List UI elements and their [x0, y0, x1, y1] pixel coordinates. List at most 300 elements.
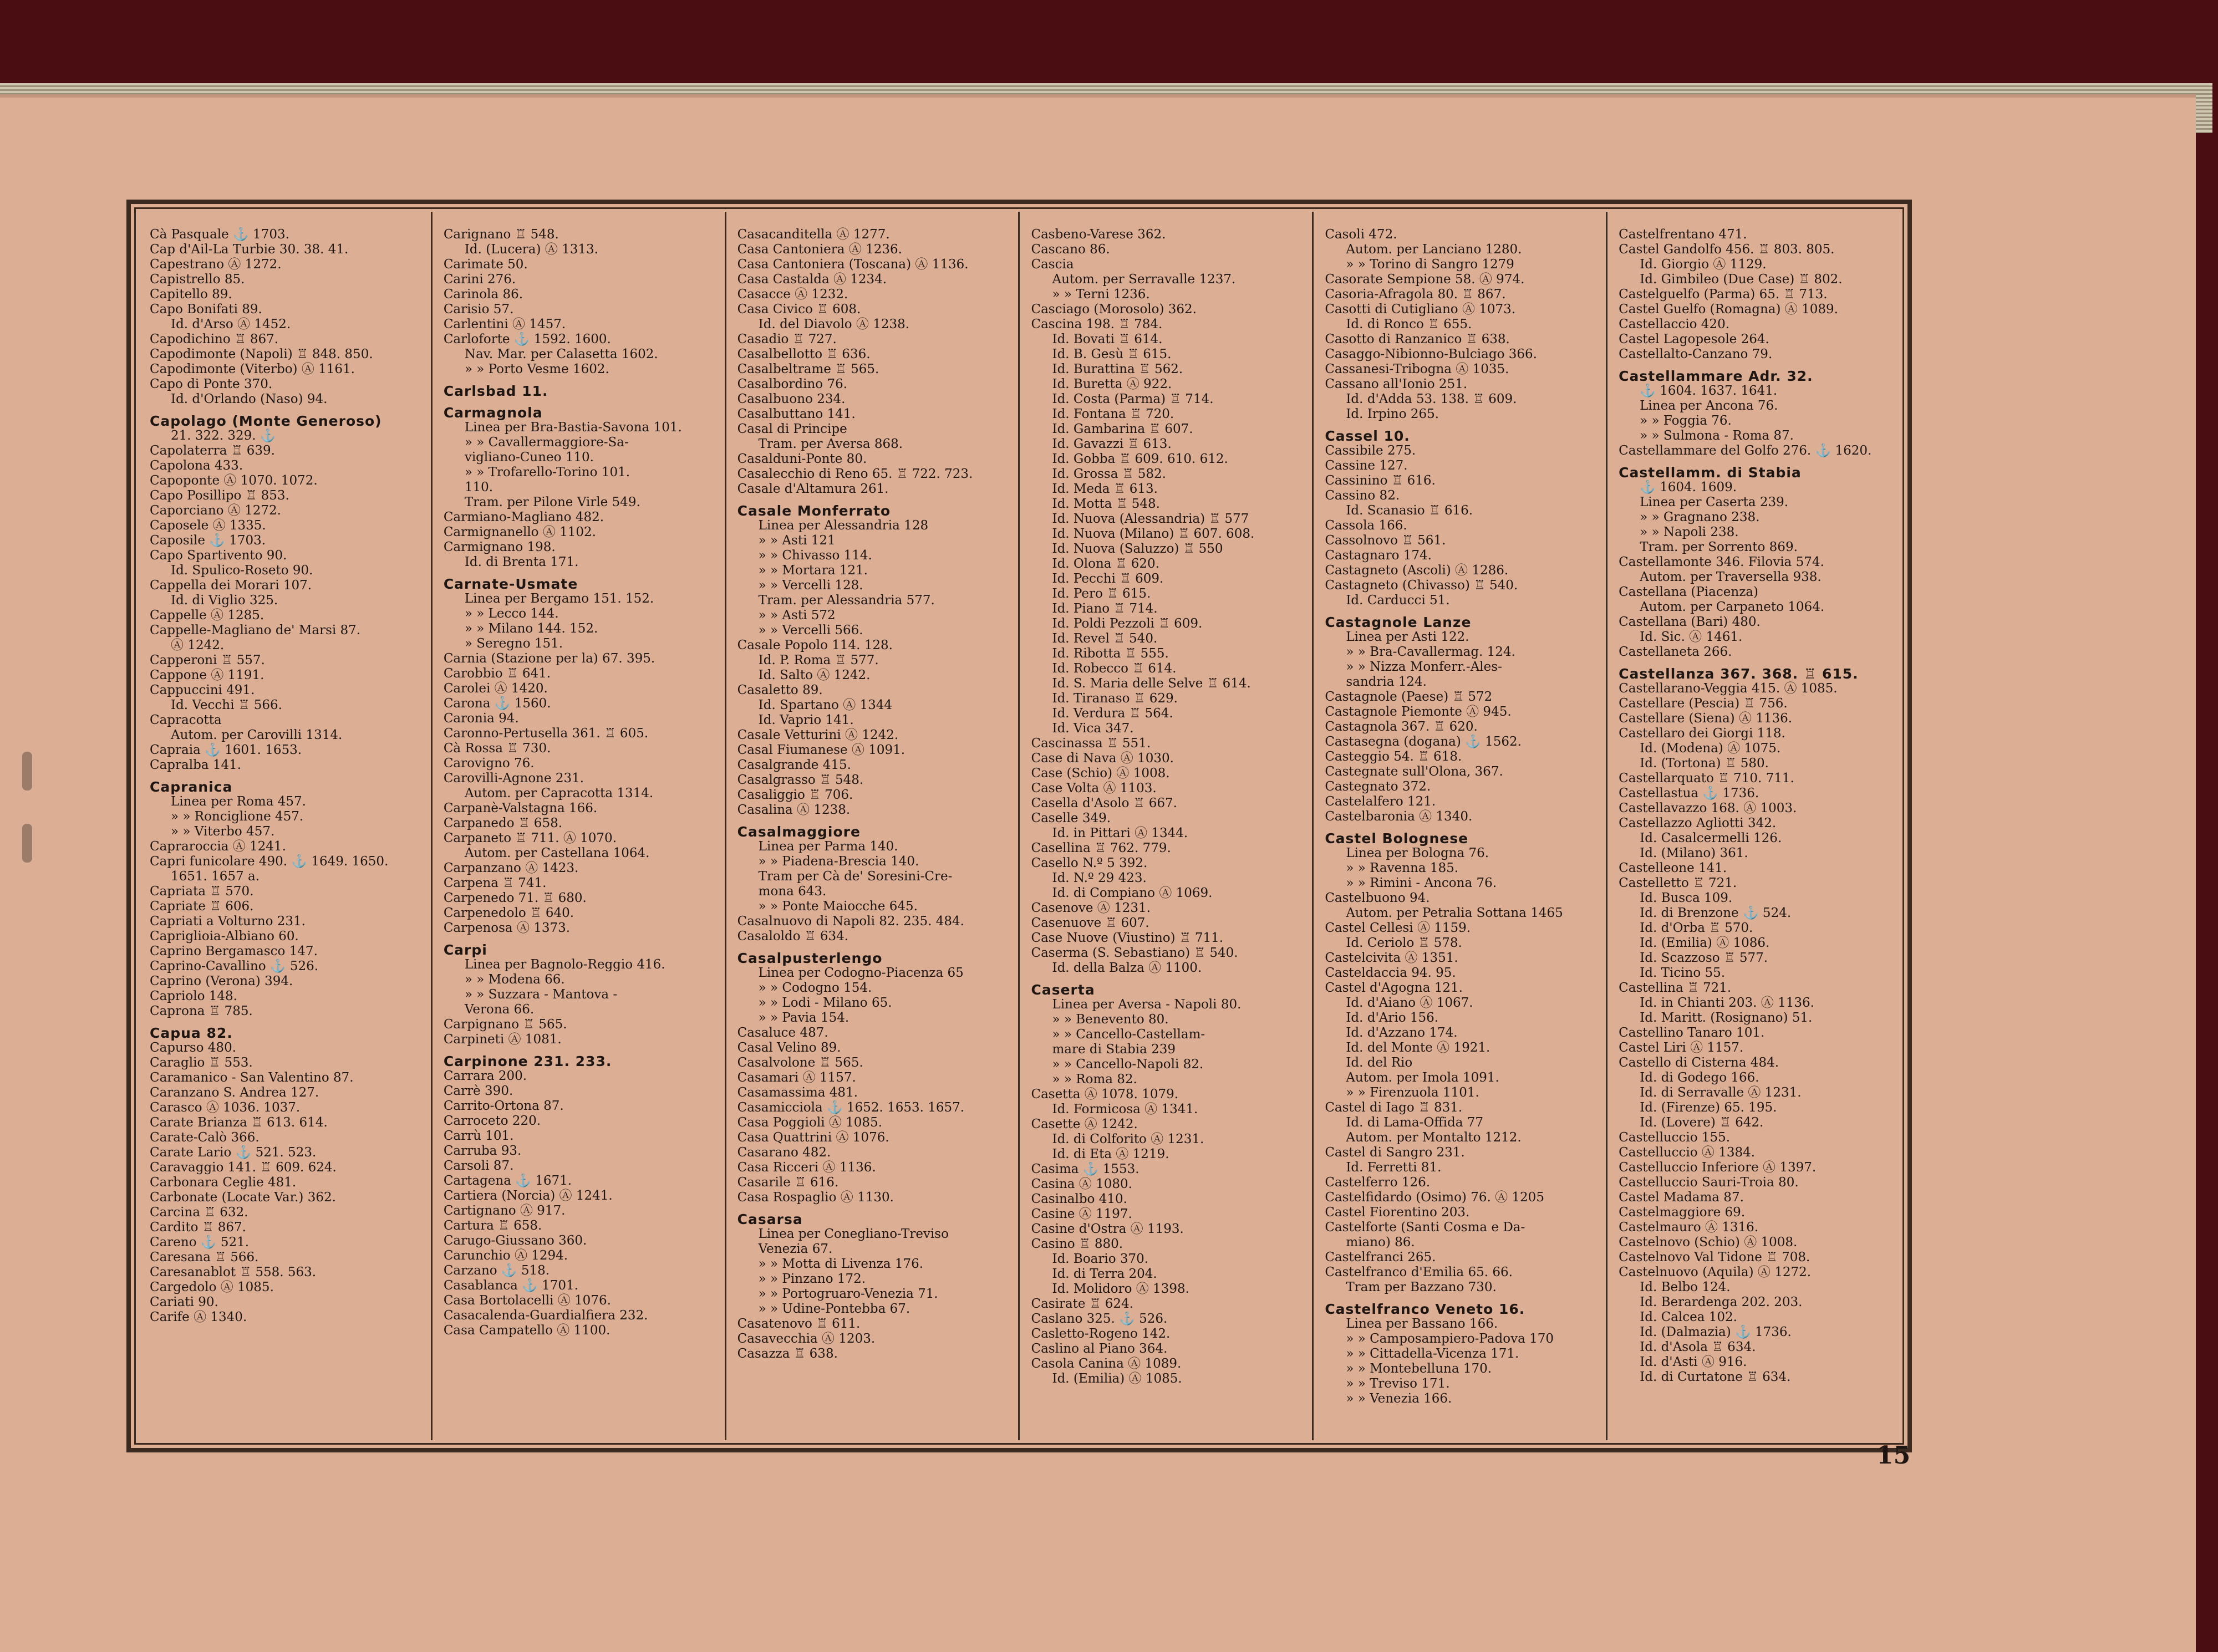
index-entry: Id. Boario 370. — [1052, 1252, 1149, 1266]
index-entry: » » Udine-Pontebba 67. — [758, 1302, 910, 1316]
index-entry: Castelfranco d'Emilia 65. 66. — [1325, 1265, 1513, 1279]
index-entry: Castelferro 126. — [1325, 1175, 1431, 1190]
index-entry: Carona ⚓ 1560. — [443, 696, 551, 711]
index-entry: Id. di Brenzone ⚓ 524. — [1640, 906, 1792, 920]
index-entry: » » Cancello-Napoli 82. — [1052, 1057, 1204, 1072]
index-entry: » » Cittadella-Vicenza 171. — [1346, 1347, 1519, 1361]
index-entry: Capriolo 148. — [150, 989, 237, 1003]
index-entry: Capracotta — [150, 713, 222, 727]
index-entry: Capodichino ♖ 867. — [150, 332, 279, 346]
index-entry: » » Vercelli 128. — [758, 578, 863, 593]
index-entry: Casalbellotto ♖ 636. — [737, 347, 871, 361]
index-entry: Casima ⚓ 1553. — [1031, 1162, 1139, 1176]
index-entry: Capperoni ♖ 557. — [150, 653, 265, 667]
index-entry: Id. Motta ♖ 548. — [1052, 497, 1160, 511]
index-entry: Castagneto (Ascoli) Ⓐ 1286. — [1325, 563, 1509, 578]
index-entry: Casablanca ⚓ 1701. — [443, 1278, 578, 1293]
index-entry: Id. Carducci 51. — [1346, 593, 1450, 608]
index-entry: mare di Stabia 239 — [1052, 1042, 1176, 1057]
index-entry: Id. Molidoro Ⓐ 1398. — [1052, 1282, 1189, 1296]
index-entry: Id. Busca 109. — [1640, 891, 1733, 905]
index-entry: Castellare (Siena) Ⓐ 1136. — [1619, 711, 1793, 726]
index-entry: Cà Rossa ♖ 730. — [443, 741, 551, 756]
index-entry: Capriata ♖ 570. — [150, 884, 254, 899]
index-entry: Id. (Dalmazia) ⚓ 1736. — [1640, 1325, 1792, 1339]
index-entry: Id. del Diavolo Ⓐ 1238. — [758, 317, 910, 332]
index-entry: Caprino Bergamasco 147. — [150, 944, 318, 958]
binding-hole — [22, 752, 32, 791]
index-entry: » » Viterbo 457. — [171, 824, 275, 839]
index-entry: Tram. per Sorrento 869. — [1640, 540, 1798, 554]
index-entry: Id. di Compiano Ⓐ 1069. — [1052, 886, 1213, 900]
index-entry: Castellavazzo 168. Ⓐ 1003. — [1619, 801, 1797, 815]
index-entry: Casale d'Altamura 261. — [737, 482, 889, 496]
index-entry: Casaluce 487. — [737, 1026, 828, 1040]
index-entry: Carisio 57. — [443, 302, 514, 317]
index-entry: Cassanesi-Tribogna Ⓐ 1035. — [1325, 362, 1509, 376]
index-entry: » » Asti 572 — [758, 608, 836, 623]
index-entry: Cassola 166. — [1325, 518, 1407, 533]
index-entry: Castelguelfo (Parma) 65. ♖ 713. — [1619, 287, 1828, 302]
index-entry: Castel Guelfo (Romagna) Ⓐ 1089. — [1619, 302, 1838, 317]
index-entry: Castelnovo (Schio) Ⓐ 1008. — [1619, 1235, 1798, 1250]
index-entry: Capo di Ponte 370. — [150, 377, 273, 391]
index-entry: » » Asti 121 — [758, 533, 836, 548]
index-entry: Id. Sic. Ⓐ 1461. — [1640, 630, 1743, 644]
index-entry: Id. (Lovere) ♖ 642. — [1640, 1115, 1764, 1130]
index-entry: Cardito ♖ 867. — [150, 1220, 246, 1235]
index-entry: Case (Schio) Ⓐ 1008. — [1031, 766, 1170, 781]
index-entry: » » Venezia 166. — [1346, 1391, 1452, 1406]
index-entry: Carignano ♖ 548. — [443, 227, 559, 242]
index-entry: Casalgrasso ♖ 548. — [737, 773, 864, 787]
index-heading: Caserta — [1031, 982, 1095, 997]
index-heading: Casarsa — [737, 1212, 803, 1227]
index-entry: Id. Ceriolo ♖ 578. — [1346, 936, 1462, 950]
index-entry: Castel d'Agogna 121. — [1325, 981, 1463, 995]
index-heading: Capolago (Monte Generoso) — [150, 414, 382, 429]
index-entry: Autom. per Carovilli 1314. — [171, 728, 343, 742]
index-entry: Castelfrentano 471. — [1619, 227, 1747, 242]
index-entry: » » Foggia 76. — [1640, 414, 1732, 428]
index-entry: Caposele Ⓐ 1335. — [150, 518, 266, 533]
index-entry: Id. Gimbileo (Due Case) ♖ 802. — [1640, 272, 1843, 287]
index-entry: Cap d'Ail-La Turbie 30. 38. 41. — [150, 242, 349, 257]
index-entry: Autom. per Traversella 938. — [1640, 570, 1822, 584]
index-entry: Carini 276. — [443, 272, 516, 287]
index-entry: Caramanico - San Valentino 87. — [150, 1070, 354, 1085]
index-entry: mona 643. — [758, 884, 827, 899]
index-entry: Casaliggio ♖ 706. — [737, 788, 853, 802]
index-entry: Cassinino ♖ 616. — [1325, 473, 1436, 488]
index-entry: Carsoli 87. — [443, 1159, 514, 1173]
index-entry: Casirate ♖ 624. — [1031, 1297, 1133, 1311]
index-entry: Id. Olona ♖ 620. — [1052, 557, 1159, 571]
index-entry: Id. Piano ♖ 714. — [1052, 601, 1158, 616]
index-entry: Carnia (Stazione per la) 67. 395. — [443, 651, 655, 666]
index-entry: Castelluccio Inferiore Ⓐ 1397. — [1619, 1160, 1817, 1175]
index-entry: » » Lodi - Milano 65. — [758, 996, 892, 1010]
index-entry: Autom. per Castellana 1064. — [464, 846, 650, 860]
index-entry: Id. d'Adda 53. 138. ♖ 609. — [1346, 392, 1517, 406]
index-entry: Id. Pero ♖ 615. — [1052, 587, 1151, 601]
index-entry: Cartagena ⚓ 1671. — [443, 1174, 572, 1188]
index-entry: Capriati a Volturno 231. — [150, 914, 306, 929]
index-entry: Id. della Balza Ⓐ 1100. — [1052, 961, 1202, 975]
index-entry: Case Nuove (Viustino) ♖ 711. — [1031, 931, 1224, 945]
index-entry: Id. di Brenta 171. — [464, 555, 579, 569]
index-entry: Castelluccio 155. — [1619, 1130, 1731, 1145]
index-entry: Caporciano Ⓐ 1272. — [150, 503, 281, 518]
index-entry: Castel Cellesi Ⓐ 1159. — [1325, 921, 1471, 935]
index-entry: Carbonate (Locate Var.) 362. — [150, 1190, 336, 1205]
index-entry: Id. Casalcermelli 126. — [1640, 831, 1782, 845]
index-entry: Casa Rospaglio Ⓐ 1130. — [737, 1190, 894, 1205]
index-entry: 1651. 1657 a. — [171, 869, 260, 884]
index-entry: » » Torino di Sangro 1279 — [1346, 257, 1514, 272]
index-entry: Capriglioia-Albiano 60. — [150, 929, 299, 944]
index-entry: Castellaccio 420. — [1619, 317, 1730, 332]
index-entry: » » Camposampiero-Padova 170 — [1346, 1332, 1554, 1346]
index-entry: Castegnate sull'Olona, 367. — [1325, 764, 1503, 779]
index-entry: Id. P. Roma ♖ 577. — [758, 653, 879, 667]
index-entry: Castelnuovo (Aquila) Ⓐ 1272. — [1619, 1265, 1812, 1279]
index-entry: Autom. per Carpaneto 1064. — [1640, 600, 1825, 614]
index-entry: Capraia ⚓ 1601. 1653. — [150, 743, 302, 757]
index-entry: Castellana (Piacenza) — [1619, 585, 1758, 599]
index-entry: Id. Revel ♖ 540. — [1052, 631, 1158, 646]
index-entry: Carpenosa Ⓐ 1373. — [443, 921, 571, 935]
index-entry: Castagnaro 174. — [1325, 548, 1432, 563]
index-entry: Carlentini Ⓐ 1457. — [443, 317, 566, 332]
index-entry: Autom. per Lanciano 1280. — [1346, 242, 1522, 257]
index-entry: Id. d'Orlando (Naso) 94. — [171, 392, 328, 406]
index-entry: Id. di Ronco ♖ 655. — [1346, 317, 1472, 332]
index-entry: Castagnole (Paese) ♖ 572 — [1325, 690, 1493, 704]
index-entry: Capraroccia Ⓐ 1241. — [150, 839, 286, 854]
index-entry: Autom. per Serravalle 1237. — [1052, 272, 1236, 287]
index-entry: Id. Ticino 55. — [1640, 966, 1726, 980]
index-entry: Casalbordino 76. — [737, 377, 848, 391]
index-entry: Caresana ♖ 566. — [150, 1250, 259, 1265]
index-entry: Autom. per Petralia Sottana 1465 — [1346, 906, 1563, 920]
index-entry: Cartiera (Norcia) Ⓐ 1241. — [443, 1189, 613, 1203]
index-heading: Castelfranco Veneto 16. — [1325, 1302, 1525, 1317]
index-entry: vigliano-Cuneo 110. — [464, 450, 594, 465]
index-entry: Casamari Ⓐ 1157. — [737, 1070, 856, 1085]
index-entry: Tram per Cà de' Soresini-Cre- — [758, 869, 953, 884]
index-entry: Id. Calcea 102. — [1640, 1310, 1737, 1324]
index-entry: Id. Berardenga 202. 203. — [1640, 1295, 1803, 1309]
index-entry: Casavecchia Ⓐ 1203. — [737, 1332, 876, 1346]
index-entry: » » Cavallermaggiore-Sa- — [464, 435, 629, 450]
index-entry: Carate Brianza ♖ 613. 614. — [150, 1115, 328, 1130]
index-entry: Carruba 93. — [443, 1144, 522, 1158]
index-entry: Casella d'Asolo ♖ 667. — [1031, 796, 1177, 810]
index-entry: Id. Robecco ♖ 614. — [1052, 661, 1177, 676]
index-entry: Casorate Sempione 58. Ⓐ 974. — [1325, 272, 1525, 287]
index-entry: Id. Vica 347. — [1052, 721, 1134, 736]
index-entry: Castel Madama 87. — [1619, 1190, 1744, 1205]
index-entry: Casotti di Cutigliano Ⓐ 1073. — [1325, 302, 1516, 317]
index-entry: » » Porto Vesme 1602. — [464, 362, 609, 376]
index-entry: ⚓ 1604. 1637. 1641. — [1640, 384, 1778, 398]
index-entry: Castellamonte 346. Filovia 574. — [1619, 555, 1824, 569]
index-entry: Id. Ferretti 81. — [1346, 1160, 1442, 1175]
index-entry: Id. Verdura ♖ 564. — [1052, 706, 1173, 721]
index-entry: Caposile ⚓ 1703. — [150, 533, 266, 548]
index-entry: Caslino al Piano 364. — [1031, 1342, 1168, 1356]
index-entry: Castel di Sangro 231. — [1325, 1145, 1465, 1160]
page-number: 15 — [1876, 1441, 1911, 1470]
index-entry: » » Roma 82. — [1052, 1072, 1137, 1087]
index-entry: Carinola 86. — [443, 287, 523, 302]
index-entry: Id. d'Arso Ⓐ 1452. — [171, 317, 291, 332]
index-entry: Carimate 50. — [443, 257, 528, 272]
index-entry: Castel di Iago ♖ 831. — [1325, 1100, 1463, 1115]
index-entry: Linea per Aversa - Napoli 80. — [1052, 997, 1242, 1012]
index-entry: Id. Buretta Ⓐ 922. — [1052, 377, 1172, 391]
index-entry: Capestrano Ⓐ 1272. — [150, 257, 282, 272]
index-entry: Id. (Emilia) Ⓐ 1086. — [1640, 936, 1770, 950]
index-entry: Casalnuovo di Napoli 82. 235. 484. — [737, 914, 964, 929]
index-entry: Autom. per Montalto 1212. — [1346, 1130, 1522, 1145]
index-entry: Cappone Ⓐ 1191. — [150, 668, 264, 682]
index-entry: Capolona 433. — [150, 458, 243, 473]
index-entry: Castelmaggiore 69. — [1619, 1205, 1746, 1220]
index-entry: Carloforte ⚓ 1592. 1600. — [443, 332, 611, 346]
index-entry: Castelletto ♖ 721. — [1619, 876, 1737, 890]
index-entry: Id. (Lucera) Ⓐ 1313. — [464, 242, 598, 257]
index-entry: » » Ronciglione 457. — [171, 809, 304, 824]
index-entry: Casal Fiumanese Ⓐ 1091. — [737, 743, 905, 757]
index-entry: ⚓ 1604. 1609. — [1640, 480, 1737, 494]
index-entry: Casalduni-Ponte 80. — [737, 452, 867, 466]
index-heading: Capranica — [150, 779, 233, 794]
index-entry: Casal di Principe — [737, 422, 847, 436]
index-entry: Id. Burattina ♖ 562. — [1052, 362, 1183, 376]
index-entry: Tram. per Pilone Virle 549. — [464, 495, 640, 509]
index-entry: Castello di Cisterna 484. — [1619, 1056, 1779, 1070]
index-entry: Carrù 101. — [443, 1129, 514, 1143]
index-entry: Cassino 82. — [1325, 488, 1400, 503]
index-entry: Carate-Calò 366. — [150, 1130, 260, 1145]
index-entry: Cappuccini 491. — [150, 683, 255, 697]
index-entry: Casalecchio di Reno 65. ♖ 722. 723. — [737, 467, 973, 481]
index-entry: Id. Gobba ♖ 609. 610. 612. — [1052, 452, 1228, 466]
index-heading: Castagnole Lanze — [1325, 615, 1472, 630]
index-entry: Caprona ♖ 785. — [150, 1004, 253, 1018]
index-entry: Casale Vetturini Ⓐ 1242. — [737, 728, 899, 742]
index-entry: Casa Campatello Ⓐ 1100. — [443, 1323, 611, 1338]
index-heading: Cassel 10. — [1325, 429, 1410, 443]
index-entry: Id. Tiranaso ♖ 629. — [1052, 691, 1178, 706]
index-entry: Casamassima 481. — [737, 1085, 858, 1100]
index-entry: Casazza ♖ 638. — [737, 1347, 838, 1361]
index-entry: Linea per Parma 140. — [758, 839, 898, 854]
index-entry: Casino ♖ 880. — [1031, 1237, 1123, 1251]
index-entry: Id. Meda ♖ 613. — [1052, 482, 1158, 496]
index-entry: Capo Spartivento 90. — [150, 548, 287, 563]
index-entry: Id. d'Azzano 174. — [1346, 1026, 1458, 1040]
index-entry: » » Rimini - Ancona 76. — [1346, 876, 1497, 890]
index-entry: Carbonara Ceglie 481. — [150, 1175, 297, 1190]
index-heading: Capua 82. — [150, 1026, 233, 1041]
index-entry: Id. (Firenze) 65. 195. — [1640, 1100, 1777, 1115]
index-entry: Carcina ♖ 632. — [150, 1205, 248, 1220]
index-heading: Casale Monferrato — [737, 503, 891, 518]
index-entry: Casatenovo ♖ 611. — [737, 1317, 861, 1331]
index-entry: Casarile ♖ 616. — [737, 1175, 839, 1190]
index-heading: Carpi — [443, 942, 487, 957]
index-entry: Casaletto 89. — [737, 683, 823, 697]
index-entry: Casalbuono 234. — [737, 392, 846, 406]
index-entry: » » Lecco 144. — [464, 606, 559, 621]
index-entry: Id. Vaprio 141. — [758, 713, 854, 727]
index-entry: Castel Fiorentino 203. — [1325, 1205, 1470, 1220]
index-entry: Carzano ⚓ 518. — [443, 1263, 550, 1278]
index-entry: Castellazzo Agliotti 342. — [1619, 816, 1777, 830]
index-entry: Casa Cantoniera Ⓐ 1236. — [737, 242, 902, 257]
index-entry: Castegnato 372. — [1325, 779, 1431, 794]
index-entry: Castellammare del Golfo 276. ⚓ 1620. — [1619, 443, 1872, 458]
index-entry: » » Montebelluna 170. — [1346, 1362, 1492, 1376]
index-entry: Id. di Viglio 325. — [171, 593, 278, 608]
index-entry: Id. (Modena) Ⓐ 1075. — [1640, 741, 1781, 756]
index-entry: Carpanè-Valstagna 166. — [443, 801, 598, 815]
index-entry: Tram. per Alessandria 577. — [758, 593, 935, 608]
index-entry: miano) 86. — [1346, 1235, 1415, 1250]
index-entry: » » Vercelli 566. — [758, 623, 863, 638]
index-entry: Casa Poggioli Ⓐ 1085. — [737, 1115, 883, 1130]
index-entry: Case di Nava Ⓐ 1030. — [1031, 751, 1174, 766]
index-entry: Cassibile 275. — [1325, 443, 1416, 458]
index-entry: Id. in Chianti 203. Ⓐ 1136. — [1640, 996, 1814, 1010]
index-entry: Capralba 141. — [150, 758, 242, 772]
index-entry: » » Pavia 154. — [758, 1011, 849, 1025]
index-entry: Caranzano S. Andrea 127. — [150, 1085, 319, 1100]
index-entry: » » Modena 66. — [464, 972, 565, 987]
index-entry: Casaloldo ♖ 634. — [737, 929, 849, 944]
index-entry: Cartignano Ⓐ 917. — [443, 1204, 566, 1218]
index-entry: Capitello 89. — [150, 287, 232, 302]
index-entry: » » Trofarello-Torino 101. — [464, 465, 630, 480]
index-entry: Linea per Bra-Bastia-Savona 101. — [464, 420, 682, 435]
index-entry: Cappella dei Morari 107. — [150, 578, 312, 593]
index-entry: Castasegna (dogana) ⚓ 1562. — [1325, 735, 1522, 749]
index-entry: Linea per Ancona 76. — [1640, 399, 1778, 413]
index-entry: Id. Spulico-Roseto 90. — [171, 563, 313, 578]
index-entry: Caronia 94. — [443, 711, 519, 726]
index-entry: Autom. per Capracotta 1314. — [464, 786, 654, 800]
index-entry: Castelnovo Val Tidone ♖ 708. — [1619, 1250, 1810, 1265]
index-entry: Casine Ⓐ 1197. — [1031, 1207, 1132, 1221]
index-entry: Castel Liri Ⓐ 1157. — [1619, 1041, 1744, 1055]
index-entry: Id. B. Gesù ♖ 615. — [1052, 347, 1172, 361]
index-entry: Casina Ⓐ 1080. — [1031, 1177, 1132, 1191]
index-entry: Castelfranci 265. — [1325, 1250, 1436, 1265]
index-entry: » » Ponte Maiocche 645. — [758, 899, 918, 914]
index-heading: Castellanza 367. 368. ♖ 615. — [1619, 666, 1859, 681]
index-entry: Carife Ⓐ 1340. — [150, 1310, 247, 1324]
index-column — [1020, 212, 1314, 1440]
index-entry: » » Milano 144. 152. — [464, 621, 598, 636]
index-entry: Cassine 127. — [1325, 458, 1408, 473]
index-entry: Casal Velino 89. — [737, 1041, 841, 1055]
index-column — [1314, 212, 1607, 1440]
index-entry: Caraglio ♖ 553. — [150, 1056, 253, 1070]
index-entry: Carate Lario ⚓ 521. 523. — [150, 1145, 317, 1160]
index-entry: Caprino-Cavallino ⚓ 526. — [150, 959, 319, 973]
index-entry: Castelcivita Ⓐ 1351. — [1325, 951, 1458, 965]
index-entry: Casteldaccia 94. 95. — [1325, 966, 1456, 980]
index-entry: Id. Scanasio ♖ 616. — [1346, 503, 1473, 518]
index-entry: Caprino (Verona) 394. — [150, 974, 293, 988]
index-entry: Id. Scazzoso ♖ 577. — [1640, 951, 1768, 965]
index-entry: » » Codogno 154. — [758, 981, 872, 995]
index-entry: Capistrello 85. — [150, 272, 245, 287]
index-entry: Casola Canina Ⓐ 1089. — [1031, 1357, 1182, 1371]
index-entry: » Seregno 151. — [464, 636, 563, 651]
index-entry: Id. Ribotta ♖ 555. — [1052, 646, 1169, 661]
index-entry: Case Volta Ⓐ 1103. — [1031, 781, 1157, 796]
index-entry: Caserma (S. Sebastiano) ♖ 540. — [1031, 946, 1238, 960]
index-entry: » » Suzzara - Mantova - — [464, 987, 618, 1002]
index-entry: Id. d'Asola ♖ 634. — [1640, 1340, 1756, 1354]
index-entry: Cassolnovo ♖ 561. — [1325, 533, 1446, 548]
index-entry: Castagnola 367. ♖ 620. — [1325, 720, 1478, 734]
index-entry: Castellina ♖ 721. — [1619, 981, 1732, 995]
index-entry: Casale Popolo 114. 128. — [737, 638, 893, 652]
index-entry: Verona 66. — [464, 1002, 535, 1017]
index-entry: Casa Cantoniera (Toscana) Ⓐ 1136. — [737, 257, 969, 272]
index-entry: » » Firenzuola 1101. — [1346, 1085, 1479, 1100]
index-entry: Castelleone 141. — [1619, 861, 1727, 875]
index-entry: Carpanzano Ⓐ 1423. — [443, 861, 579, 875]
index-entry: Castellalto-Canzano 79. — [1619, 347, 1773, 361]
index-entry: Caselle 349. — [1031, 811, 1111, 825]
index-entry: » » Treviso 171. — [1346, 1376, 1450, 1391]
index-entry: Casamicciola ⚓ 1652. 1653. 1657. — [737, 1100, 965, 1115]
index-entry: Id. (Emilia) Ⓐ 1085. — [1052, 1371, 1182, 1386]
index-entry: » » Piadena-Brescia 140. — [758, 854, 919, 869]
index-entry: Carrito-Ortona 87. — [443, 1099, 564, 1113]
index-column — [1607, 212, 1900, 1440]
index-entry: Id. di Eta Ⓐ 1219. — [1052, 1147, 1169, 1161]
index-entry: Id. Nuova (Alessandria) ♖ 577 — [1052, 512, 1249, 526]
index-entry: Linea per Conegliano-Treviso — [758, 1227, 949, 1241]
index-entry: Id. Fontana ♖ 720. — [1052, 407, 1174, 421]
index-entry: Id. Vecchi ♖ 566. — [171, 698, 282, 712]
index-entry: Linea per Bassano 166. — [1346, 1317, 1498, 1331]
index-entry: » » Chivasso 114. — [758, 548, 872, 563]
index-entry: Castel Gandolfo 456. ♖ 803. 805. — [1619, 242, 1835, 257]
index-entry: Id. d'Ario 156. — [1346, 1011, 1439, 1025]
index-entry: » » Benevento 80. — [1052, 1012, 1169, 1027]
index-entry: Castelbuono 94. — [1325, 891, 1430, 905]
index-entry: Castellare (Pescia) ♖ 756. — [1619, 696, 1788, 711]
index-entry: Capri funicolare 490. ⚓ 1649. 1650. — [150, 854, 389, 869]
index-entry: Casoli 472. — [1325, 227, 1397, 242]
index-entry: Cascina 198. ♖ 784. — [1031, 317, 1163, 332]
index-entry: Carpignano ♖ 565. — [443, 1017, 567, 1032]
index-entry: Carmignano 198. — [443, 540, 556, 554]
index-entry: Carobbio ♖ 641. — [443, 666, 551, 681]
index-entry: Casteggio 54. ♖ 618. — [1325, 749, 1462, 764]
index-entry: Id. (Tortona) ♖ 580. — [1640, 756, 1769, 771]
index-entry: Carpanedo ♖ 658. — [443, 816, 563, 830]
index-entry: Castagnole Piemonte Ⓐ 945. — [1325, 705, 1512, 719]
